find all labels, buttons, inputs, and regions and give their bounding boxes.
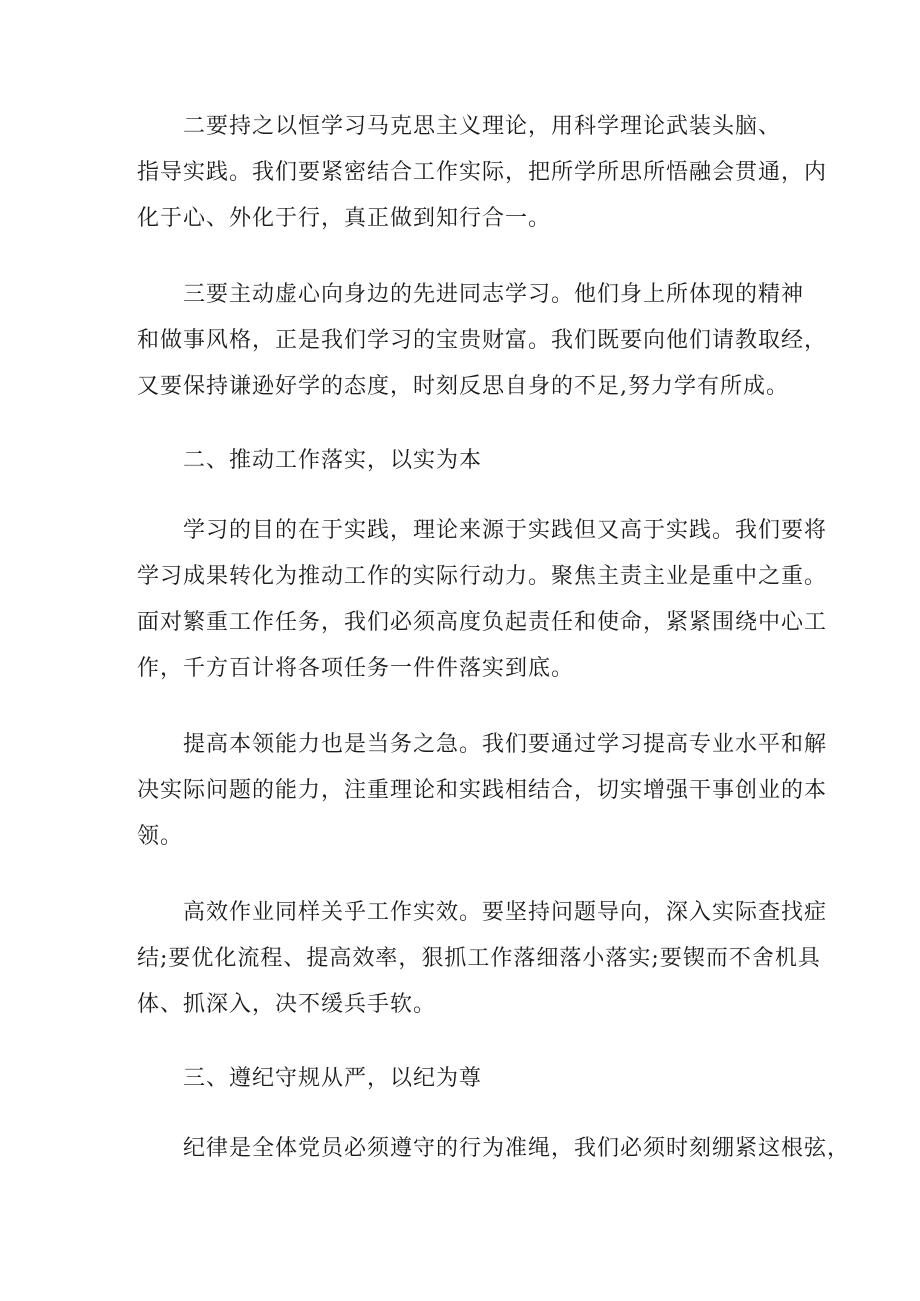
- paragraph-1-line-3: 化于心、外化于行，真正做到知行合一。: [137, 206, 552, 231]
- paragraph-2-line-2: 和做事风格，正是我们学习的宝贵财富。我们既要向他们请教取经，: [137, 328, 828, 353]
- paragraph-5-line-3: 体、抓深入，决不缓兵手软。: [137, 992, 437, 1017]
- document-body: [137, 0, 851, 1161]
- paragraph-3-line-4: 作，千方百计将各项任务一件件落实到底。: [137, 656, 575, 681]
- paragraph-2-line-1: 三要主动虚心向身边的先进同志学习。他们身上所体现的精神: [183, 282, 805, 307]
- paragraph-4-line-1: 提高本领能力也是当务之急。我们要通过学习提高专业水平和解: [183, 732, 828, 757]
- paragraph-6-line-1: 纪律是全体党员必须遵守的行为准绳，我们必须时刻绷紧这根弦，: [183, 1136, 851, 1161]
- paragraph-1-line-1: 二要持之以恒学习马克思主义理论，用科学理论武装头脑、: [183, 114, 782, 139]
- paragraph-4-line-3: 领。: [137, 824, 184, 849]
- paragraph-3-line-1: 学习的目的在于实践，理论来源于实践但又高于实践。我们要将: [183, 518, 828, 543]
- paragraph-5-line-2: 结;要优化流程、提高效率，狠抓工作落细落小落实;要锲而不舍机具: [137, 946, 821, 971]
- paragraph-1-line-2: 指导实践。我们要紧密结合工作实际，把所学所思所悟融会贯通，内: [137, 160, 828, 185]
- section-heading-2: 二、推动工作落实，以实为本: [183, 448, 483, 473]
- paragraph-4-line-2: 决实际问题的能力，注重理论和实践相结合，切实增强干事创业的本: [137, 778, 828, 803]
- paragraph-3-line-2: 学习成果转化为推动工作的实际行动力。聚焦主责主业是重中之重。: [137, 564, 828, 589]
- paragraph-5-line-1: 高效作业同样关乎工作实效。要坚持问题导向，深入实际查找症: [183, 900, 828, 925]
- paragraph-2-line-3: 又要保持谦逊好学的态度，时刻反思自身的不足,努力学有所成。: [137, 374, 789, 399]
- section-heading-3: 三、遵纪守规从严，以纪为尊: [183, 1066, 483, 1091]
- paragraph-3-line-3: 面对繁重工作任务，我们必须高度负起责任和使命，紧紧围绕中心工: [137, 610, 828, 635]
